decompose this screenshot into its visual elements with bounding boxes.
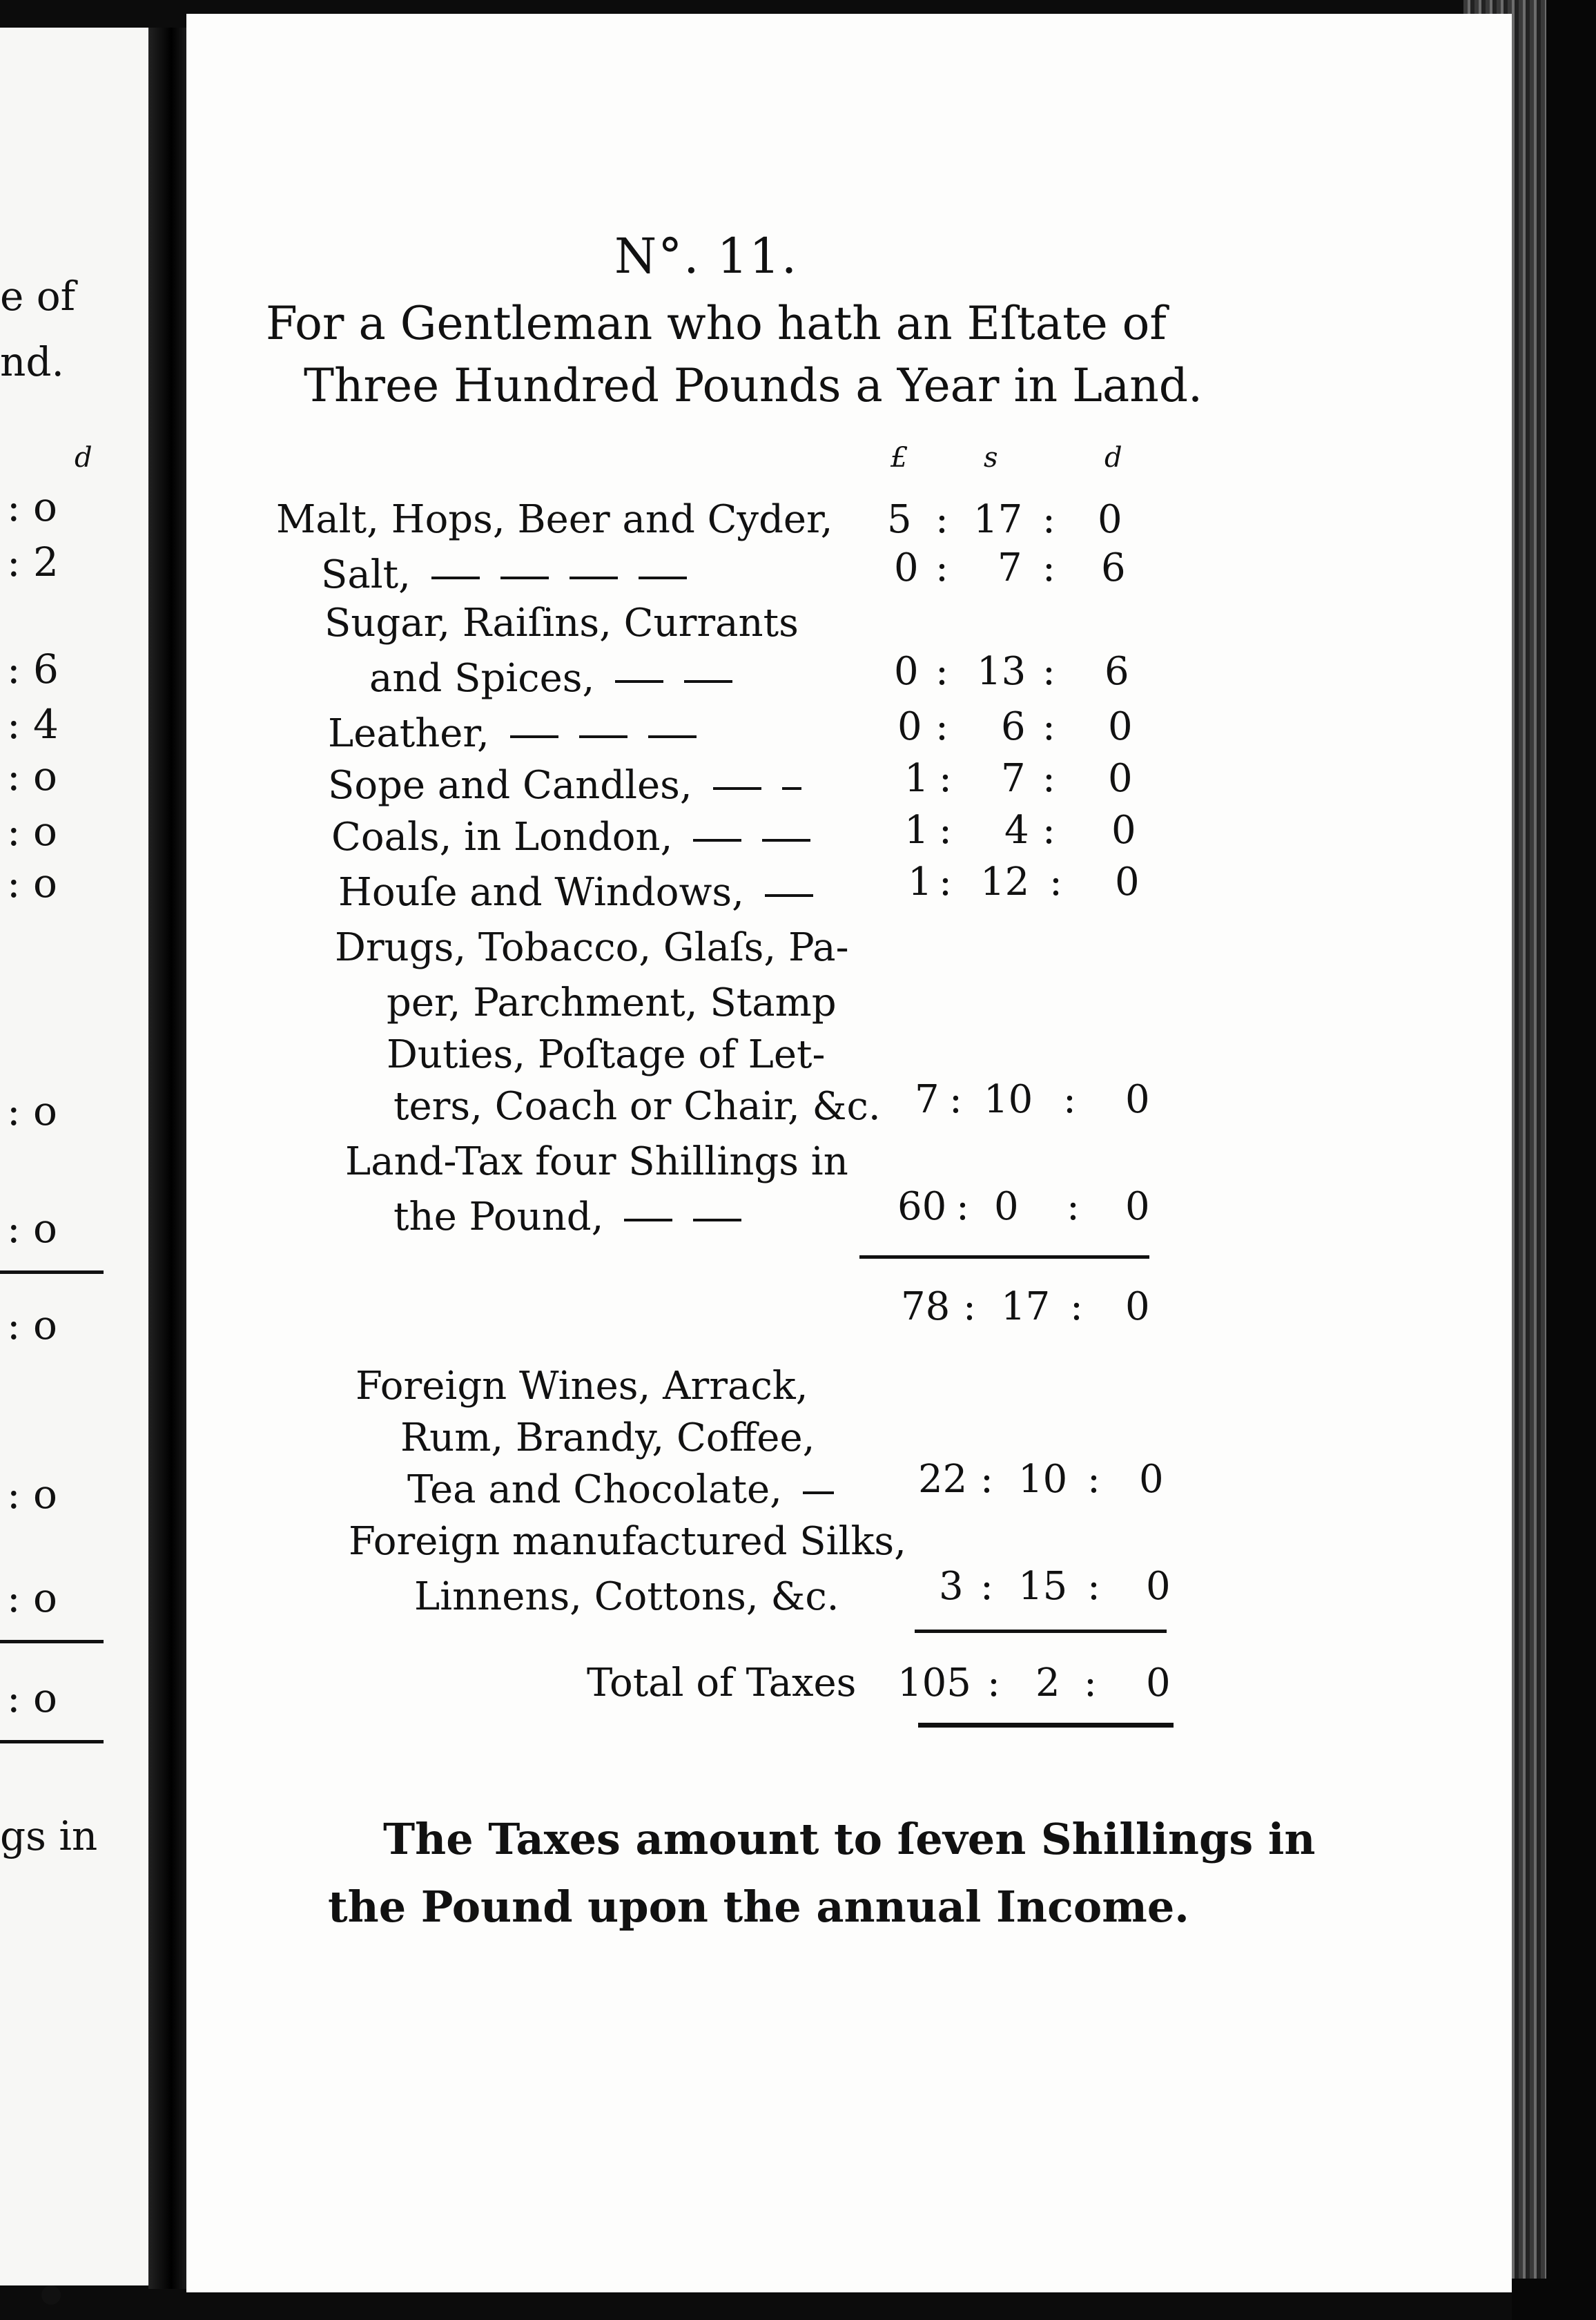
column-head-pence: d — [1104, 442, 1122, 474]
left-amount: : o — [7, 1471, 57, 1518]
table-number: N°. 11. — [614, 228, 799, 284]
item-label: Salt, — [321, 552, 687, 597]
total-rule — [915, 1630, 1167, 1633]
left-amount: : o — [7, 1574, 57, 1621]
left-rule — [0, 1640, 104, 1643]
item-label: Foreign manufactured Silks, — [349, 1519, 906, 1564]
left-amount: : 6 — [7, 646, 59, 693]
left-amount: : o — [7, 483, 57, 530]
item-label: per, Parchment, Stamp — [387, 980, 837, 1025]
item-label: Land-Tax four Shillings in — [345, 1139, 848, 1184]
item-label: Foreign Wines, Arrack, — [356, 1364, 808, 1409]
summary-line-2: the Pound upon the annual Income. — [328, 1882, 1189, 1932]
left-text: nd. — [0, 338, 64, 385]
column-head-shillings: s — [984, 442, 998, 474]
item-label: ters, Coach or Chair, &c. — [393, 1084, 881, 1129]
left-rule — [0, 1740, 104, 1743]
item-label: Leather, — [328, 711, 697, 756]
left-rule — [0, 1270, 104, 1274]
title-line-2: Three Hundred Pounds a Year in Land. — [304, 359, 1203, 412]
item-label: the Pound, — [393, 1195, 741, 1239]
left-text: e of — [0, 273, 76, 320]
left-amount: : o — [7, 1302, 57, 1348]
item-label: Rum, Brandy, Coffee, — [400, 1415, 815, 1460]
title-line-1: For a Gentleman who hath an Eſtate of — [266, 297, 1167, 350]
left-amount: : o — [7, 1088, 57, 1134]
item-label: Coals, in London, — [331, 815, 810, 860]
left-text: gs in — [0, 1812, 98, 1859]
book-gutter — [148, 28, 186, 2289]
column-head-pounds: £ — [891, 442, 908, 474]
item-label: Tea and Chocolate, — [407, 1467, 834, 1512]
summary-line-1: The Taxes amount to ſeven Shillings in — [383, 1814, 1316, 1864]
item-label: and Spices, — [369, 656, 732, 701]
left-amount: : 4 — [7, 701, 59, 748]
left-amount: : 2 — [7, 539, 59, 586]
left-amount: : o — [7, 1674, 57, 1721]
left-amount: : o — [7, 860, 57, 907]
item-label: Sugar, Raiſins, Currants — [324, 601, 799, 646]
summary-note — [328, 1806, 1316, 1941]
paper-speck — [41, 2285, 61, 2305]
left-amount: : o — [7, 753, 57, 800]
item-label: Drugs, Tobacco, Glaſs, Pa- — [335, 925, 849, 970]
item-label: Duties, Poſtage of Let- — [387, 1032, 826, 1077]
item-label: Sope and Candles, — [328, 763, 801, 808]
subtotal-rule — [859, 1255, 1149, 1259]
left-amount: : o — [7, 1205, 57, 1252]
total-label: Total of Taxes — [587, 1661, 857, 1705]
item-label: Houſe and Windows, — [338, 870, 813, 915]
total-double-rule — [918, 1723, 1174, 1728]
item-label: Malt, Hops, Beer and Cyder, — [276, 497, 833, 542]
item-label: Linnens, Cottons, &c. — [414, 1574, 839, 1619]
left-col-head: d — [75, 442, 93, 474]
left-amount: : o — [7, 808, 57, 855]
